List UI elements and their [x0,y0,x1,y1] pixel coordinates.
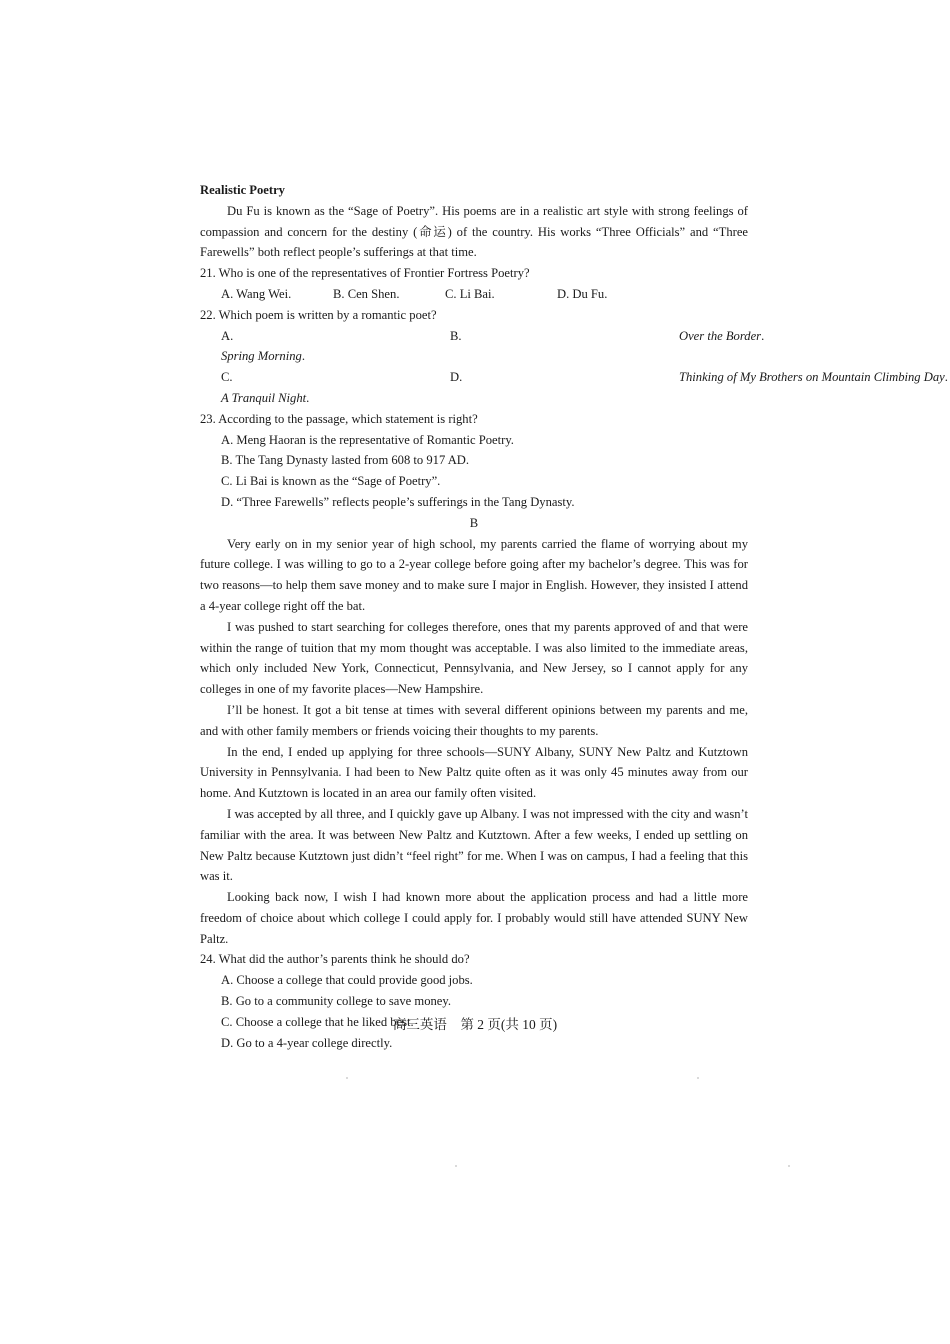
question-23-option-b: B. The Tang Dynasty lasted from 608 to 917 AD. [221,453,470,468]
question-22-option-d: D. Thinking of My Brothers on Mountain Climbing Day. [450,370,948,385]
scan-speck [788,1165,790,1167]
question-24-stem: 24. What did the author’s parents think he should do? [200,952,470,967]
question-21-option-b: B. Cen Shen. [333,286,400,301]
question-22-option-b: B. Over the Border. [450,328,765,343]
question-21-option-c: C. Li Bai. [445,286,495,301]
question-23-option-c: C. Li Bai is known as the “Sage of Poetry”. [221,474,441,489]
question-23-stem: 23. According to the passage, which statement is right? [200,411,478,426]
question-22-stem: 22. Which poem is written by a romantic poet? [200,307,437,322]
scan-speck [455,1165,457,1167]
scan-speck [346,1077,348,1079]
question-22-options-row-2 [200,367,948,409]
question-23-option-d: D. “Three Farewells” reflects people’s sufferings in the Tang Dynasty. [221,494,575,509]
passage-b-paragraph-3: I’ll be honest. It got a bit tense at times with several different opinions between my parents and me, and with other family members or friends voicing their thoughts to my parents. [200,702,748,738]
page-footer: 高三英语 第 2 页(共 10 页) [392,1017,558,1032]
question-24-option-a: A. Choose a college that could provide good jobs. [221,973,473,988]
page-content [200,180,948,1053]
passage-b-paragraph-2: I was pushed to start searching for colleges therefore, ones that my parents approved of and that were within the range of tuition that my mom thought was acceptable. I was also limited to the immediate areas, which only included New York, Connecticut, Pennsylvania, and New Jersey, so I cannot apply for any colleges in one of my favorite places—New Hampshire. [200,619,748,697]
question-22-option-a: A.Spring Morning. [221,328,305,364]
passage-b-paragraph-5: I was accepted by all three, and I quickly gave up Albany. I was not impressed with the city and wasn’t familiar with the area. It was between New Paltz and Kutztown. After a few weeks, I ended up settling on New Paltz because Kutztown just didn’t “feel right” for me. When I was on campus, I had a feeling that this was it. [200,806,748,884]
passage-b-paragraph-6: Looking back now, I wish I had known more about the application process and had a little more freedom of choice about which college I could apply for. I probably would still have attended SUNY New Paltz. [200,890,748,946]
question-23-option-a: A. Meng Haoran is the representative of Romantic Poetry. [221,432,514,447]
realistic-poetry-paragraph: Du Fu is known as the “Sage of Poetry”. His poems are in a realistic art style with strong feelings of compassion and concern for the destiny (命运) of the country. His works “Three Officials” and “Three Farewells” both reflect people’s sufferings at that time. [200,203,748,260]
question-21-stem: 21. Who is one of the representatives of Frontier Fortress Poetry? [200,266,530,281]
passage-b-paragraph-4: In the end, I ended up applying for three schools—SUNY Albany, SUNY New Paltz and Kutztown University in Pennsylvania. I had been to New Paltz quite often as it was only 45 minutes away from our home. And Kutztown is located in an area our family often visited. [200,744,748,801]
question-21-options [200,284,748,305]
section-b-heading: B [469,515,479,530]
question-24-option-d: D. Go to a 4-year college directly. [221,1035,393,1050]
question-22-option-c: C.A Tranquil Night. [221,370,310,405]
section-title-realistic-poetry: Realistic Poetry [200,183,285,197]
question-24-option-c: C. Choose a college that he liked best. [221,1014,414,1029]
question-22-options-row-1 [200,326,765,368]
passage-b-paragraph-1: Very early on in my senior year of high school, my parents carried the flame of worrying about my future college. I was willing to go to a 2-year college before going after my bachelor’s degree. This was for two reasons—to help them save money and to make sure I major in English. However, they insisted I attend a 4-year college right off the bat. [200,536,748,613]
question-21-option-a: A. Wang Wei. [221,286,292,301]
question-21-option-d: D. Du Fu. [557,286,608,301]
scan-speck [697,1077,699,1079]
question-24-option-b: B. Go to a community college to save money. [221,994,452,1009]
